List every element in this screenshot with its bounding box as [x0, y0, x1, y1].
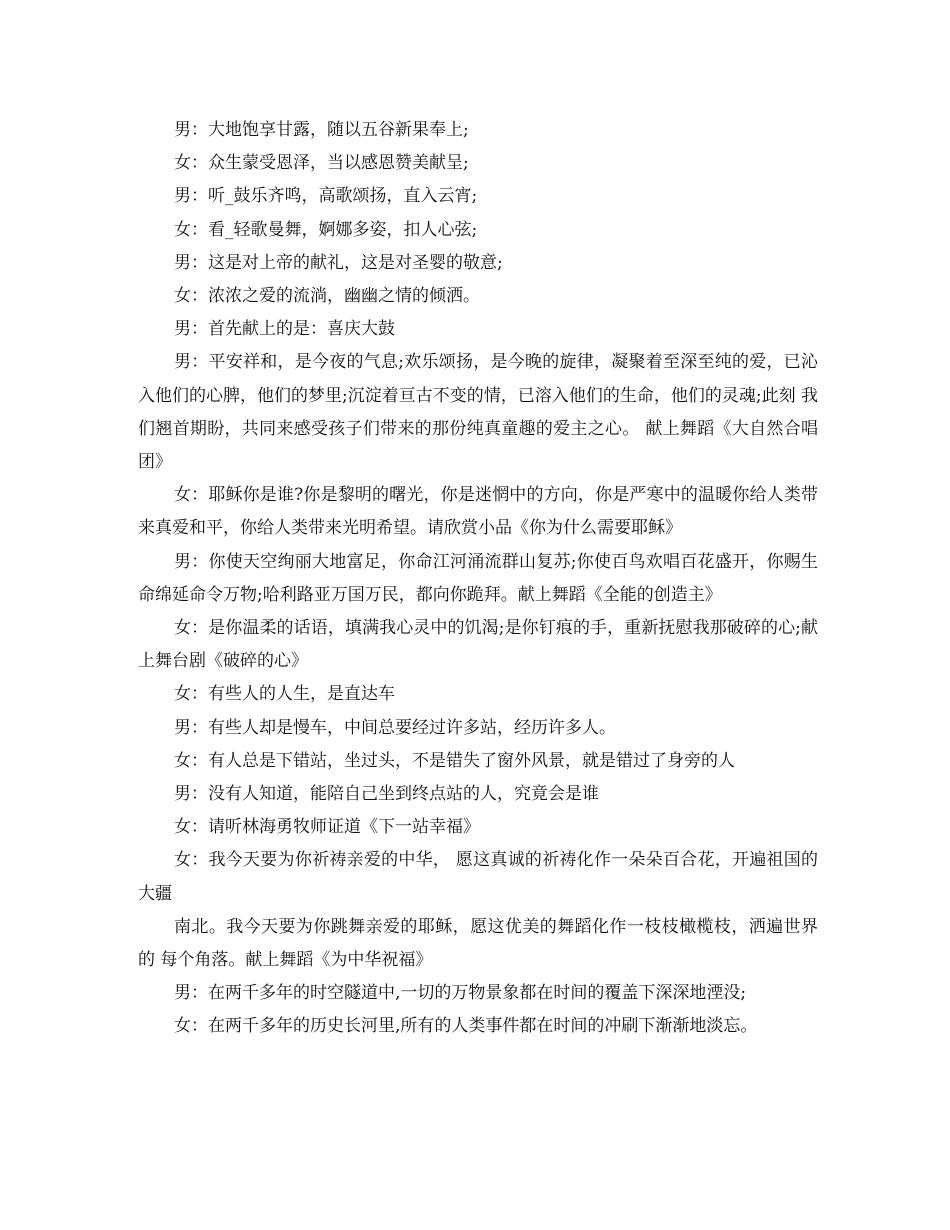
paragraph: 男：大地饱享甘露，随以五谷新果奉上; — [174, 120, 469, 140]
paragraph: 南北。我今天要为你跳舞亲爱的耶稣，愿这优美的舞蹈化作一枝枝橄榄枝，洒遍世界的 每个角落。献上舞蹈《为中华祝福》 — [138, 916, 818, 971]
paragraph: 男：平安祥和，是今夜的气息;欢乐颂扬，是今晚的旋律，凝聚着至深至纯的爱，已沁入他们的心脾，他们的梦里;沉淀着亘古不变的情，已溶入他们的生命，他们的灵魂;此刻 我们翘首期盼，共同来感受孩子们带来的那份纯真童趣的爱主之心。 献上舞蹈《大自然合唱团》 — [138, 352, 818, 473]
paragraph: 女：是你温柔的话语，填满我心灵中的饥渴;是你钉痕的手，重新抚慰我那破碎的心;献上舞台剧《破碎的心》 — [138, 618, 818, 672]
paragraph: 男：在两千多年的时空隧道中,一切的万物景象都在时间的覆盖下深深地湮没; — [174, 983, 747, 1004]
paragraph: 男：有些人却是慢车，中间总要经过许多站，经历许多人。 — [174, 717, 616, 738]
paragraph: 女：众生蒙受恩泽，当以感恩赞美献呈; — [174, 153, 469, 174]
paragraph: 女：我今天要为你祈祷亲爱的中华， 愿这真诚的祈祷化作一朵朵百合花，开遍祖国的大疆 — [138, 850, 818, 904]
document-body — [138, 114, 818, 1044]
paragraph: 女：看_轻歌曼舞，婀娜多姿，扣人心弦; — [174, 219, 478, 240]
paragraph: 男：这是对上帝的献礼，这是对圣婴的敬意; — [174, 252, 503, 273]
paragraph: 男：听_鼓乐齐鸣，高歌颂扬，直入云宵; — [174, 186, 478, 207]
paragraph: 女：有人总是下错站，坐过头，不是错失了窗外风景，就是错过了身旁的人 — [174, 750, 735, 771]
paragraph: 女：有些人的人生，是直达车 — [174, 684, 395, 705]
paragraph: 男：首先献上的是：喜庆大鼓 — [174, 319, 395, 340]
paragraph: 男：没有人知道，能陪自己坐到终点站的人，究竟会是谁 — [174, 784, 599, 805]
paragraph: 男：你使天空绚丽大地富足，你命江河涌流群山复苏;你使百鸟欢唱百花盛开，你赐生命绵延命令万物;哈利路亚万国万民，都向你跪拜。献上舞蹈《全能的创造主》 — [138, 551, 818, 605]
paragraph: 女：在两千多年的历史长河里,所有的人类事件都在时间的冲刷下渐渐地淡忘。 — [174, 1016, 758, 1037]
paragraph: 女：请听林海勇牧师证道《下一站幸福》 — [174, 817, 480, 838]
paragraph: 女：浓浓之爱的流淌，幽幽之情的倾洒。 — [174, 286, 480, 307]
paragraph: 女：耶稣你是谁?你是黎明的曙光，你是迷惘中的方向，你是严寒中的温暖你给人类带来真爱和平，你给人类带来光明希望。请欣赏小品《你为什么需要耶稣》 — [138, 485, 818, 539]
